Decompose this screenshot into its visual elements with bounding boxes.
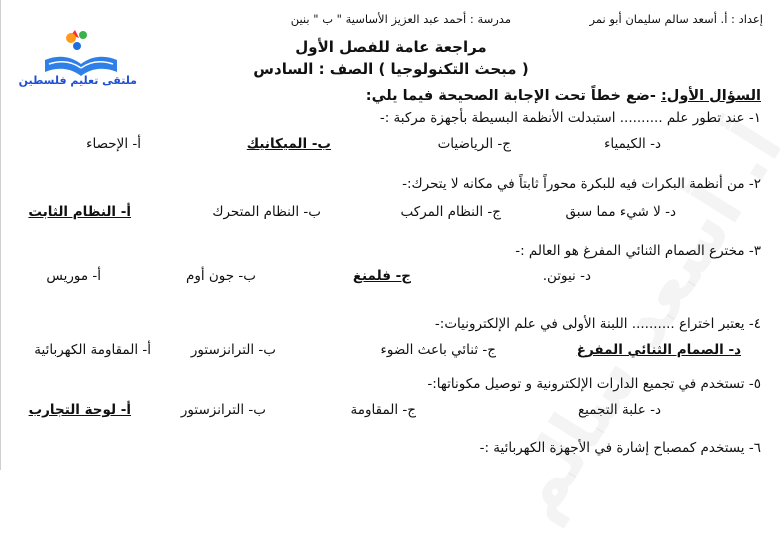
q5-option-c: ج- المقاومة	[350, 402, 416, 418]
question-4: ٤- يعتبر اختراع .......... اللبنة الأولى في علم الإلكترونيات:-	[434, 316, 761, 332]
q1-option-b: ب- الميكانيك	[246, 136, 331, 152]
q4-option-c: ج- ثنائي باعث الضوء	[380, 342, 496, 358]
q3-option-d: د- نيوتن.	[542, 268, 591, 284]
question-5: ٥- تستخدم في تجميع الدارات الإلكترونية و توصيل مكوناتها:-	[427, 376, 761, 392]
q2-option-b: ب- النظام المتحرك	[212, 204, 321, 220]
q2-option-c: ج- النظام المركب	[400, 204, 501, 220]
prepared-by: إعداد : أ. أسعد سالم سليمان أبو نمر	[589, 12, 763, 26]
q1-option-c: ج- الرياضيات	[437, 136, 511, 152]
section-label: السؤال الأول:	[660, 88, 761, 104]
q1-option-a: أ- الإحصاء	[86, 136, 141, 152]
q4-option-b: ب- الترانزستور	[190, 342, 276, 358]
subject-grade: ( مبحث التكنولوجيا ) الصف : السادس	[253, 60, 529, 78]
q5-option-b: ب- الترانزستور	[180, 402, 266, 418]
q4-option-a: أ- المقاومة الكهربائية	[34, 342, 151, 358]
q5-option-a: أ- لوحة التجارب	[28, 402, 131, 418]
question-3: ٣- مخترع الصمام الثنائي المفرغ هو العالم :-	[515, 243, 761, 259]
logo-text: ملتقى تعليم فلسطين	[18, 74, 137, 87]
review-title: مراجعة عامة للفصل الأول	[295, 38, 487, 56]
q2-option-d: د- لا شيء مما سبق	[565, 204, 676, 220]
question-2: ٢- من أنظمة البكرات فيه للبكرة محوراً ثابتاً في مكانه لا يتحرك:-	[402, 176, 761, 192]
q2-option-a: أ- النظام الثابت	[28, 204, 131, 220]
question-1: ١- عند تطور علم .......... استبدلت الأنظمة البسيطة بأجهزة مركبة :-	[379, 110, 761, 126]
section-instruction: -ضع خطاً تحت الإجابة الصحيحة فيما يلي:	[365, 88, 661, 104]
q5-option-d: د- علبة التجميع	[577, 402, 661, 418]
q3-option-b: ب- جون أوم	[185, 268, 256, 284]
school-name: مدرسة : أحمد عبد العزيز الأساسية " ب " بنين	[290, 12, 511, 26]
section-heading	[366, 88, 761, 104]
q1-option-d: د- الكيمياء	[604, 136, 661, 152]
q3-option-a: أ- موريس	[46, 268, 101, 284]
q3-option-c: ج- فلمنغ	[352, 268, 411, 284]
question-6: ٦- يستخدم كمصباح إشارة في الأجهزة الكهربائية :-	[479, 440, 761, 456]
q4-option-d: د- الصمام الثنائي المفرغ	[576, 342, 741, 358]
